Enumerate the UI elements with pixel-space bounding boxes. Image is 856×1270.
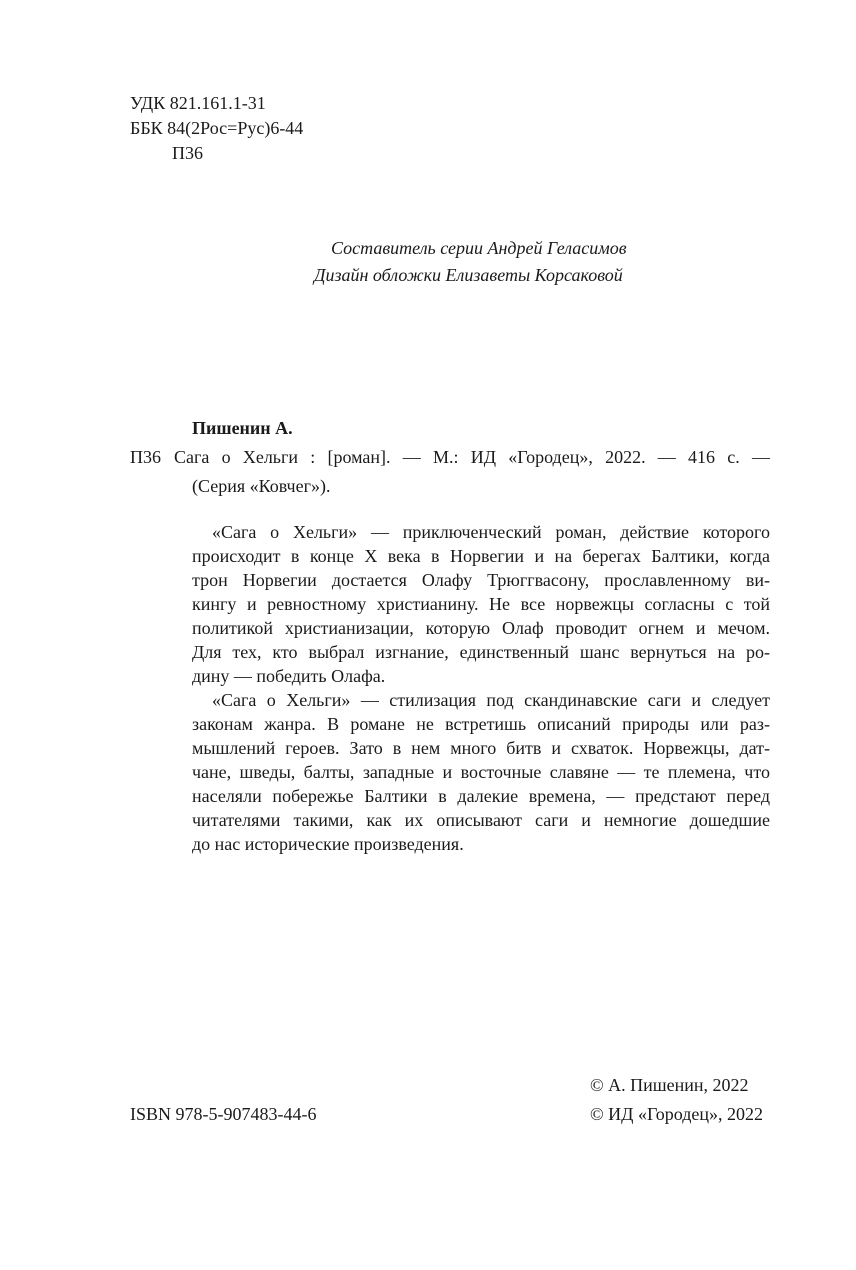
bbk-code: ББК 84(2Рос=Рус)6-44 [130,118,304,138]
bibliography-line-2: (Серия «Ковчег»). [192,476,331,496]
annotation-line: читателями такими, как их описывают саги и немногие дошедшие [192,810,770,830]
annotation-line: чане, шведы, балты, западные и восточные славяне — те племена, что [192,762,770,782]
udk-code: УДК 821.161.1-31 [130,93,266,113]
series-editor-credit: Составитель серии Андрей Геласимов [331,238,627,258]
annotation-line: кингу и ревностному христианину. Не все норвежцы согласны с той [192,594,770,614]
bibliography-line-1: Сага о Хельги : [роман]. — М.: ИД «Городец», 2022. — 416 с. — [174,447,770,467]
annotation-line: Для тех, кто выбрал изгнание, единственный шанс вернуться на ро- [192,642,770,662]
annotation-line: до нас исторические произведения. [192,834,464,854]
bibliography-author: Пишенин А. [192,418,293,438]
annotation-line: трон Норвегии достается Олафу Трюггвасону, прославленному ви- [192,570,770,590]
isbn: ISBN 978-5-907483-44-6 [130,1104,317,1124]
copyright-publisher: © ИД «Городец», 2022 [590,1104,764,1124]
author-mark: П36 [172,143,203,163]
annotation-line: законам жанра. В романе не встретишь описаний природы или раз- [192,714,770,734]
annotation-line: «Сага о Хельги» — стилизация под скандинавские саги и следует [212,690,770,710]
annotation-line: населяли побережье Балтики в далекие времена, — предстают перед [192,786,770,806]
annotation-line: политикой христианизации, которую Олаф проводит огнем и мечом. [192,618,770,638]
annotation-line: мышлений героев. Зато в нем много битв и схваток. Норвежцы, дат- [192,738,770,758]
copyright-author: © А. Пишенин, 2022 [590,1075,749,1095]
annotation-line: «Сага о Хельги» — приключенческий роман, действие которого [212,522,770,542]
bibliography-mark: П36 [130,447,161,467]
annotation-line: происходит в конце X века в Норвегии и на берегах Балтики, когда [192,546,770,566]
cover-design-credit: Дизайн обложки Елизаветы Корсаковой [314,265,623,285]
annotation-line: дину — победить Олафа. [192,666,386,686]
